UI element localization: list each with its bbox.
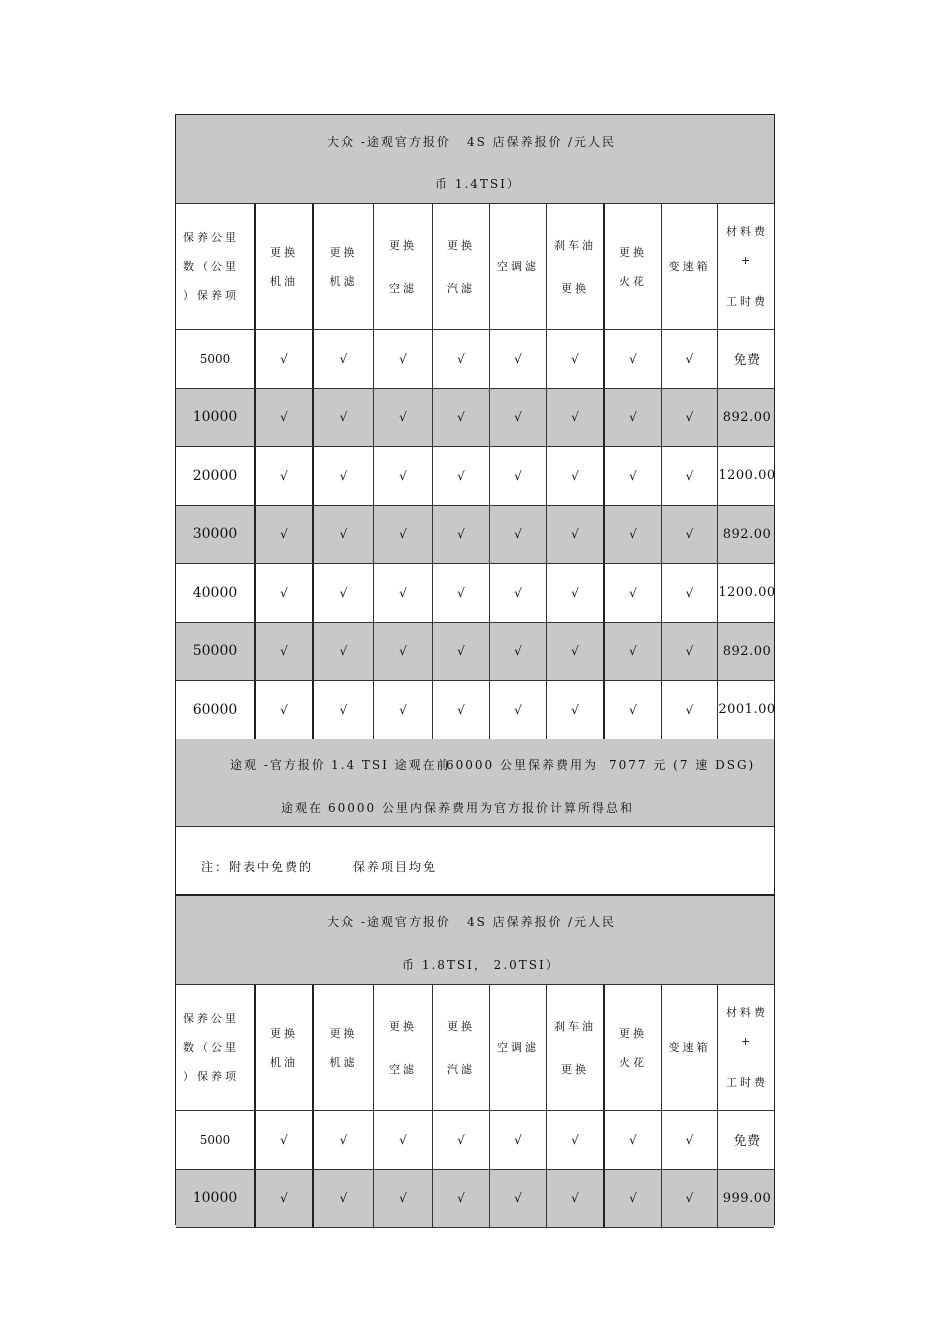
header-text: 更换 (619, 245, 647, 259)
service-mark-oil-change: √ (256, 506, 314, 564)
header-oil-filter (314, 985, 374, 1110)
header-text: 变速箱 (668, 1041, 711, 1054)
summary-part5: 途观在 (281, 801, 324, 815)
service-mark-oil-filter: √ (314, 506, 374, 564)
summary-part3: 60000 公里保养费用为 (446, 758, 598, 772)
service-mark-oil-change: √ (256, 330, 314, 388)
header-text: 工时费 (726, 295, 768, 308)
header-text: 保养公里 (183, 231, 239, 244)
service-mark-spark-plug: √ (605, 1170, 662, 1228)
service-mark-ac-filter: √ (490, 506, 547, 564)
price-cell: 892.00 (722, 643, 772, 659)
service-mark-air-filter: √ (374, 623, 433, 681)
header-text: 更换 (329, 1026, 358, 1040)
service-mark-gearbox: √ (662, 447, 718, 505)
service-mark-spark-plug: √ (605, 681, 662, 739)
section1-title-subtitle: 币 1.4TSI） (435, 177, 521, 191)
section1-title-part2: 4S 店保养报价 (467, 135, 563, 149)
header-text: 更换 (561, 281, 589, 295)
service-mark-air-filter: √ (374, 1170, 433, 1228)
service-mark-oil-change: √ (256, 564, 314, 622)
section1-title-block (176, 115, 774, 204)
header-gearbox (662, 985, 718, 1110)
service-mark-fuel-filter: √ (433, 389, 490, 447)
mileage-cell: 10000 (176, 389, 256, 447)
header-fuel-filter (433, 985, 490, 1110)
service-mark-ac-filter: √ (490, 623, 547, 681)
service-mark-oil-filter: √ (314, 330, 374, 388)
service-mark-oil-filter: √ (314, 389, 374, 447)
service-mark-brake-fluid: √ (547, 389, 605, 447)
service-mark-oil-change: √ (256, 389, 314, 447)
price-cell: 2001.00 (718, 702, 776, 718)
header-brake-fluid (547, 985, 605, 1110)
service-mark-ac-filter: √ (490, 1170, 547, 1228)
header-text: 刹车油 (554, 238, 596, 252)
header-text: 更换 (389, 1019, 417, 1033)
service-mark-brake-fluid: √ (547, 506, 605, 564)
service-mark-oil-change: √ (256, 681, 314, 739)
mileage-cell: 60000 (176, 681, 256, 739)
price-cell: 1200.00 (718, 468, 776, 484)
header-text: 更换 (329, 245, 358, 259)
section1-column-header (176, 204, 774, 330)
service-mark-spark-plug: √ (605, 389, 662, 447)
service-mark-spark-plug: √ (605, 447, 662, 505)
service-mark-oil-filter: √ (314, 447, 374, 505)
header-text: 数（公里 (183, 260, 239, 273)
header-oil-filter (314, 204, 374, 329)
mileage-cell: 10000 (176, 1170, 256, 1228)
header-text: 空滤 (389, 281, 417, 295)
header-text: 空调滤 (497, 1041, 539, 1054)
header-text: ）保养项 (183, 1070, 239, 1083)
service-mark-ac-filter: √ (490, 447, 547, 505)
section1-title-part3: /元人民 (568, 135, 617, 149)
header-text: 火花 (619, 1055, 647, 1069)
header-spark-plug (605, 985, 662, 1110)
service-mark-gearbox: √ (662, 1111, 718, 1169)
service-mark-brake-fluid: √ (547, 1111, 605, 1169)
service-mark-spark-plug: √ (605, 506, 662, 564)
mileage-cell: 50000 (176, 623, 256, 681)
table-row (176, 506, 774, 565)
service-mark-oil-filter: √ (314, 564, 374, 622)
service-mark-spark-plug: √ (605, 1111, 662, 1169)
header-text: 汽滤 (447, 1062, 475, 1076)
service-mark-air-filter: √ (374, 681, 433, 739)
maintenance-price-table (175, 114, 775, 1225)
section2-column-header (176, 985, 774, 1111)
header-ac-filter (490, 985, 547, 1110)
service-mark-fuel-filter: √ (433, 623, 490, 681)
header-air-filter (374, 985, 433, 1110)
header-mileage-items (176, 204, 256, 329)
service-mark-oil-change: √ (256, 1111, 314, 1169)
section1-title-part1: 大众 -途观官方报价 (327, 135, 451, 149)
service-mark-fuel-filter: √ (433, 564, 490, 622)
service-mark-fuel-filter: √ (433, 330, 490, 388)
section2-title-part3: /元人民 (568, 915, 617, 929)
service-mark-fuel-filter: √ (433, 681, 490, 739)
price-cell: 免费 (733, 1134, 761, 1150)
price-cell: 892.00 (722, 526, 772, 542)
mileage-cell: 40000 (176, 564, 256, 622)
header-text: 材料费 + (726, 1006, 768, 1048)
service-mark-oil-filter: √ (314, 681, 374, 739)
service-mark-fuel-filter: √ (433, 447, 490, 505)
price-cell: 892.00 (722, 409, 772, 425)
service-mark-brake-fluid: √ (547, 1170, 605, 1228)
service-mark-oil-filter: √ (314, 1111, 374, 1169)
service-mark-gearbox: √ (662, 1170, 718, 1228)
mileage-cell: 5000 (176, 1111, 256, 1169)
service-mark-brake-fluid: √ (547, 623, 605, 681)
header-text: 机油 (270, 1055, 298, 1069)
service-mark-ac-filter: √ (490, 564, 547, 622)
header-text: 机滤 (329, 274, 358, 288)
service-mark-fuel-filter: √ (433, 506, 490, 564)
service-mark-gearbox: √ (662, 506, 718, 564)
header-text: 机滤 (329, 1055, 358, 1069)
table-row (176, 1170, 774, 1229)
header-text: 更换 (619, 1026, 647, 1040)
header-text: 更换 (270, 245, 298, 259)
service-mark-oil-change: √ (256, 623, 314, 681)
section2-title-subtitle: 币 1.8TSI， 2.0TSI） (402, 958, 560, 972)
header-text: 空滤 (389, 1062, 417, 1076)
service-mark-oil-change: √ (256, 1170, 314, 1228)
table-row (176, 389, 774, 448)
section2-title-part1: 大众 -途观官方报价 (327, 915, 451, 929)
header-material-labor (718, 985, 776, 1110)
summary-part1: 途观 -官方报价 (230, 758, 326, 772)
header-text: 更换 (270, 1026, 298, 1040)
section1-summary-block (176, 739, 774, 827)
service-mark-oil-filter: √ (314, 1170, 374, 1228)
service-mark-ac-filter: √ (490, 389, 547, 447)
service-mark-gearbox: √ (662, 681, 718, 739)
header-text: 更换 (447, 238, 475, 252)
service-mark-ac-filter: √ (490, 1111, 547, 1169)
service-mark-spark-plug: √ (605, 623, 662, 681)
table-row (176, 564, 774, 623)
table-row (176, 681, 774, 740)
service-mark-fuel-filter: √ (433, 1170, 490, 1228)
header-mileage-items (176, 985, 256, 1110)
service-mark-air-filter: √ (374, 330, 433, 388)
table-row (176, 330, 774, 389)
service-mark-fuel-filter: √ (433, 1111, 490, 1169)
header-text: 更换 (561, 1062, 589, 1076)
header-fuel-filter (433, 204, 490, 329)
service-mark-brake-fluid: √ (547, 447, 605, 505)
header-ac-filter (490, 204, 547, 329)
service-mark-air-filter: √ (374, 1111, 433, 1169)
section2-title-block (176, 896, 774, 985)
header-oil-change (256, 204, 314, 329)
service-mark-brake-fluid: √ (547, 681, 605, 739)
header-oil-change (256, 985, 314, 1110)
service-mark-oil-change: √ (256, 447, 314, 505)
header-text: 工时费 (726, 1076, 768, 1089)
header-material-labor (718, 204, 776, 329)
service-mark-air-filter: √ (374, 389, 433, 447)
service-mark-air-filter: √ (374, 506, 433, 564)
service-mark-gearbox: √ (662, 330, 718, 388)
service-mark-air-filter: √ (374, 447, 433, 505)
mileage-cell: 5000 (176, 330, 256, 388)
header-gearbox (662, 204, 718, 329)
header-text: 火花 (619, 274, 647, 288)
service-mark-gearbox: √ (662, 389, 718, 447)
header-brake-fluid (547, 204, 605, 329)
mileage-cell: 20000 (176, 447, 256, 505)
mileage-cell: 30000 (176, 506, 256, 564)
header-text: 空调滤 (497, 260, 539, 273)
summary-part2: 1.4 TSI 途观在前 (331, 758, 451, 772)
service-mark-ac-filter: √ (490, 681, 547, 739)
summary-part4: 7077 元 (7 速 DSG) (609, 758, 756, 772)
service-mark-spark-plug: √ (605, 330, 662, 388)
header-air-filter (374, 204, 433, 329)
summary-part6: 60000 公里内保养费用为官方报价计算所得总和 (328, 801, 634, 815)
service-mark-gearbox: √ (662, 623, 718, 681)
header-text: 更换 (447, 1019, 475, 1033)
service-mark-gearbox: √ (662, 564, 718, 622)
header-text: 保养公里 (183, 1012, 239, 1025)
header-spark-plug (605, 204, 662, 329)
price-cell: 免费 (733, 353, 761, 369)
header-text: 变速箱 (668, 260, 711, 273)
header-text: 材料费 + (726, 225, 768, 267)
header-text: 更换 (389, 238, 417, 252)
price-cell: 999.00 (722, 1190, 772, 1206)
section1-note-block (176, 827, 774, 896)
service-mark-brake-fluid: √ (547, 564, 605, 622)
note-part1: 注：附表中免费的 (201, 860, 314, 874)
service-mark-spark-plug: √ (605, 564, 662, 622)
price-cell: 1200.00 (718, 585, 776, 601)
service-mark-oil-filter: √ (314, 623, 374, 681)
header-text: 刹车油 (554, 1019, 596, 1033)
service-mark-ac-filter: √ (490, 330, 547, 388)
table-row (176, 447, 774, 506)
header-text: 数（公里 (183, 1041, 239, 1054)
header-text: 机油 (270, 274, 298, 288)
note-part2: 保养项目均免 (353, 860, 438, 874)
service-mark-air-filter: √ (374, 564, 433, 622)
table-row (176, 623, 774, 682)
section2-title-part2: 4S 店保养报价 (467, 915, 563, 929)
header-text: 汽滤 (447, 281, 475, 295)
service-mark-brake-fluid: √ (547, 330, 605, 388)
header-text: ）保养项 (183, 289, 239, 302)
table-row (176, 1111, 774, 1170)
